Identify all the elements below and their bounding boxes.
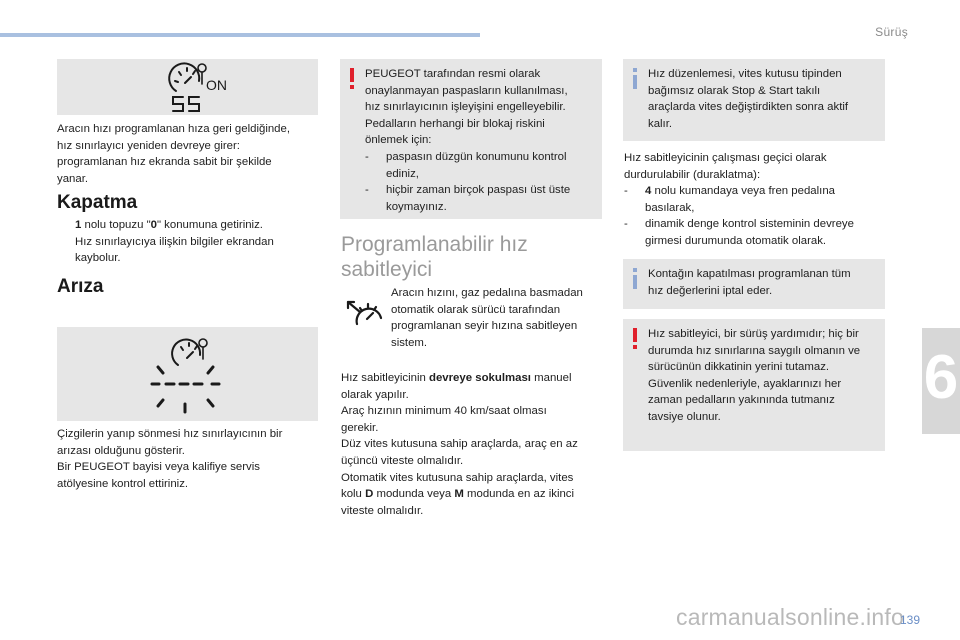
ariza-heading: Arıza (57, 276, 104, 297)
warning-icon (348, 68, 356, 90)
cruise-control-body: Hız sabitleyicinin devreye sokulması manuel olarak yapılır. Araç hızının minimum 40 km/saat olması gerekir. Düz vites kutusuna sahip araçlarda, araç en az üçüncü viteste olmalıdır. Otomatik vites kutusuna sahip araçlarda, vites kolu D modunda veya M modunda en az ikinci viteste olmalıdır. (341, 372, 578, 517)
list-item: - dinamik denge kontrol sisteminin devreye girmesi durumunda otomatik olarak. (624, 218, 854, 247)
header-bar (0, 33, 480, 37)
info-text: Kontağın kapatılması programlanan tüm hız değerlerini iptal eder. (648, 268, 851, 297)
cruise-control-heading: Programlanabilir hız sabitleyici (341, 233, 528, 281)
warning-list (365, 149, 594, 215)
info-icon (631, 68, 639, 90)
list-item: - paspasın düzgün konumunu kontrol ediniz, (365, 150, 567, 180)
chapter-number: 6 (923, 343, 959, 412)
on-label: ON (206, 77, 227, 93)
section-title: Sürüş (875, 25, 908, 39)
list-item: - hiçbir zaman birçok paspası üst üste koymayınız. (365, 184, 571, 213)
warning-text: Hız sabitleyici, bir sürüş yardımıdır; hiç bir durumda hız sınırlarına saygılı olmanın ve sürücünün dikkatinin yerini tutamaz. Güvenlik nedenleriyle, ayaklarınızı her zaman pedalların yakınında tutmanız tavsiye olunur. (648, 328, 861, 423)
info-icon (631, 268, 639, 290)
cruise-control-icon (340, 294, 384, 330)
watermark: carmanualsonline.info (676, 604, 904, 630)
pause-list (624, 183, 886, 249)
stop-start-info-box (623, 59, 885, 141)
floor-mat-warning-box (340, 59, 602, 219)
limiter-on-caption: Aracın hızı programlanan hıza geri geldiğinde, hız sınırlayıcı yeniden devreye girer: programlanan hız ekranda sabit bir şekilde yanar. (57, 123, 291, 185)
speed-limiter-on-panel (57, 59, 318, 115)
cruise-control-intro: Aracın hızını, gaz pedalına basmadan otomatik olarak sürücü tarafından programlanan seyir hızına sabitleyen sistem. (391, 287, 583, 349)
pause-paragraph: Hız sabitleyicinin çalışması geçici olarak durdurulabilir (duraklatma): - 4 nolu kumandaya veya fren pedalına basılarak, - dinamik denge kontrol sisteminin devreye girmesi durumunda otomatik olarak. (624, 150, 886, 250)
speed-limiter-on-icon (57, 59, 318, 115)
warning-text: PEUGEOT tarafından resmi olarak onaylanmayan paspasların kullanılması, hız sınırlayıcının işleyişini engelleyebilir. Pedalların herhangi bir blokaj riskini önlemek için: (365, 68, 568, 147)
page-number: 139 (899, 613, 920, 627)
speed-limiter-fault-panel (57, 327, 318, 421)
kapatma-text: 1 nolu topuzu "0" konumuna getiriniz. Hız sınırlayıcıya ilişkin bilgiler ekrandan kaybolur. (75, 219, 274, 265)
warning-icon (631, 328, 639, 350)
kapatma-heading: Kapatma (57, 192, 138, 213)
fault-caption: Çizgilerin yanıp sönmesi hız sınırlayıcının bir arızası olduğunu gösterir. Bir PEUGEOT bayisi veya kalifiye servis atölyesine kontrol ettiriniz. (57, 428, 283, 490)
info-text: Hız düzenlemesi, vites kutusu tipinden bağımsız olarak Stop & Start takılı araçlarda vites değiştirdikten sonra aktif kalır. (648, 68, 849, 130)
list-item: - 4 nolu kumandaya veya fren pedalına basılarak, (624, 185, 835, 214)
speed-limiter-fault-icon (57, 327, 318, 421)
chapter-tab (922, 328, 960, 434)
driving-aid-warning-box (623, 319, 885, 451)
ignition-info-box (623, 259, 885, 309)
